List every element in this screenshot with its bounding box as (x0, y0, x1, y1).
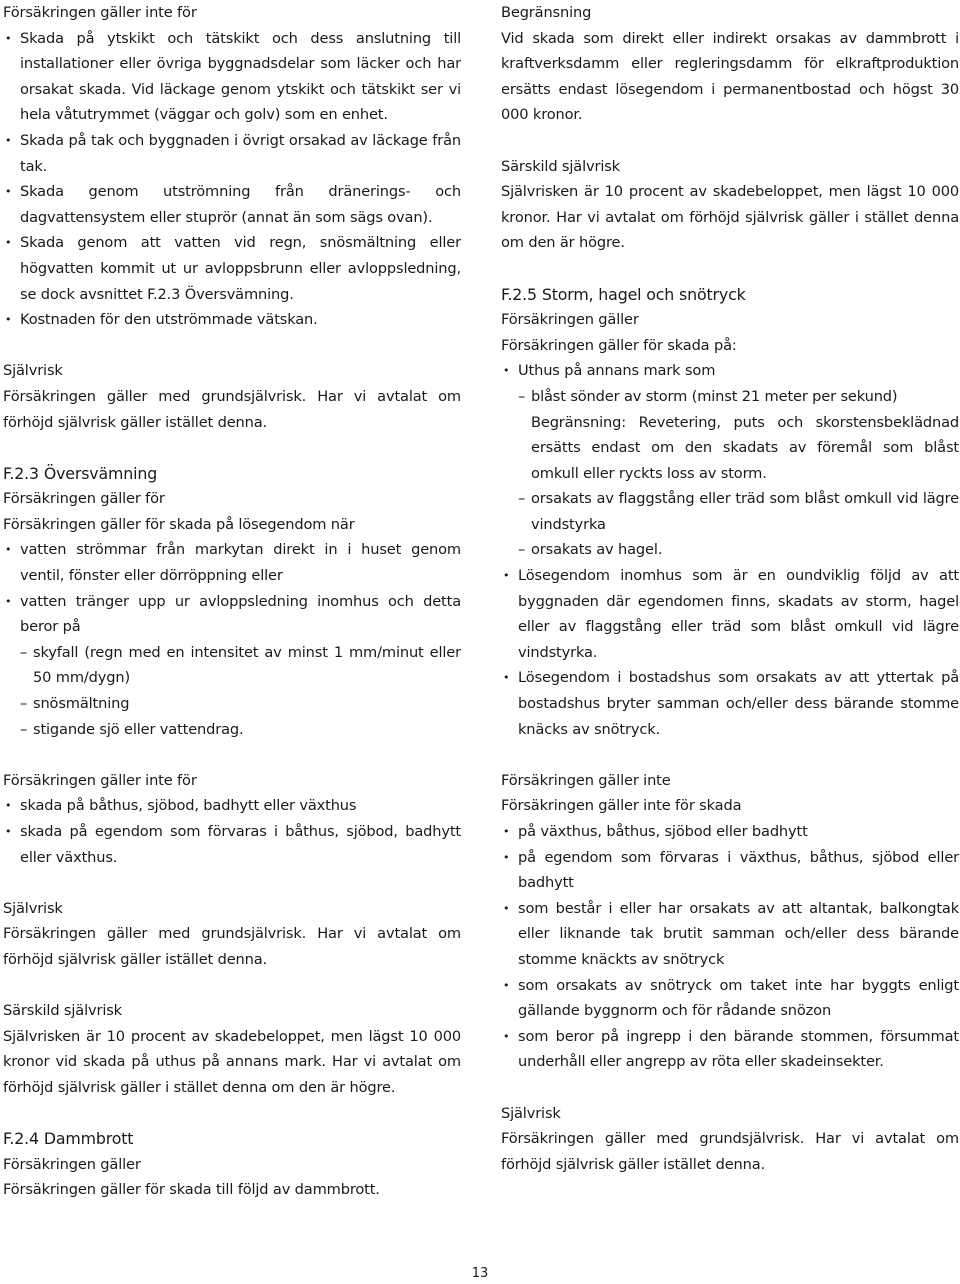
paragraph: Försäkringen gäller inte för skada (501, 797, 742, 815)
special-deductible-section (3, 998, 461, 1100)
deductible-section (3, 896, 461, 973)
section-label: Särskild självrisk (501, 157, 620, 175)
right-column (501, 0, 959, 1203)
page-number: 13 (471, 1266, 489, 1281)
paragraph: Försäkringen gäller med grundsjälvrisk. Har vi avtalat om förhöjd självrisk gäller istället denna. (3, 387, 461, 431)
section-label: Försäkringen gäller inte (501, 771, 671, 789)
exclusions-list (3, 26, 461, 333)
list-item: • Lösegendom inomhus som är en oundviklig följd av att byggnaden där egendomen finns, skadats av storm, hagel eller av flaggstång eller träd som blåst omkull vid lägre vindstyrka. (501, 563, 959, 665)
outbuilding-causes-list (501, 384, 959, 563)
list-item-text: Uthus på annans mark som (518, 362, 716, 380)
section-label: Försäkringen gäller inte för (3, 4, 197, 21)
section-label: Försäkringen gäller (501, 311, 639, 329)
list-item: • vatten strömmar från markytan direkt in i huset genom ventil, fönster eller dörröppning eller (3, 537, 461, 588)
limitation-note: Begränsning: Revetering, puts och skorstensbeklädnad ersätts endast om den skadats av föremål som blåst omkull eller ryckts loss av storm. (531, 413, 959, 482)
section-heading: F.2.5 Storm, hagel och snötryck (501, 284, 746, 304)
exclusions-section (3, 0, 461, 333)
paragraph: Självrisken är 10 procent av skadebeloppet, men lägst 10 000 kronor vid skada på uthus på annans mark. Har vi avtalat om förhöjd självrisk gäller i stället denna om den är högre. (3, 1027, 461, 1096)
list-item (501, 358, 959, 563)
section-label: Självrisk (501, 1104, 561, 1122)
list-item: – skyfall (regn med en intensitet av minst 1 mm/minut eller 50 mm/dygn) (3, 640, 461, 691)
storm-exclusions-section (501, 768, 959, 1075)
paragraph: Självrisken är 10 procent av skadebeloppet, men lägst 10 000 kronor. Har vi avtalat om förhöjd självrisk gäller i stället denna om den är högre. (501, 183, 959, 252)
list-item: – orsakats av hagel. (501, 537, 959, 563)
section-heading: F.2.3 Översvämning (3, 463, 158, 483)
section-label: Försäkringen gäller inte för (3, 771, 197, 789)
storm-exclusions-list (501, 819, 959, 1075)
section-label: Särskild självrisk (3, 1002, 122, 1020)
section-label: Självrisk (3, 362, 63, 380)
list-item: • som beror på ingrepp i den bärande stommen, försummat underhåll eller angrepp av röta eller skadeinsekter. (501, 1024, 959, 1075)
list-item: • Skada på tak och byggnaden i övrigt orsakad av läckage från tak. (3, 128, 461, 179)
flood-exclusions-list (3, 793, 461, 870)
deductible-section (3, 358, 461, 435)
section-heading: F.2.4 Dammbrott (3, 1129, 134, 1149)
section-label: Självrisk (3, 899, 63, 917)
paragraph: Försäkringen gäller för skada på: (501, 336, 737, 354)
list-item: – snösmältning (3, 691, 461, 717)
dam-failure-section (3, 1126, 461, 1203)
list-item: • på egendom som förvaras i växthus, båthus, sjöbod eller badhytt (501, 845, 959, 896)
section-label: Försäkringen gäller (3, 1155, 141, 1173)
list-item: • Skada genom utströmning från dränerings- och dagvattensystem eller stuprör (annat än som sägs ovan). (3, 179, 461, 230)
list-item: • på växthus, båthus, sjöbod eller badhytt (501, 819, 959, 845)
list-item-text: blåst sönder av storm (minst 21 meter per sekund) (531, 387, 898, 405)
section-label: Försäkringen gäller för (3, 490, 165, 508)
flood-section (3, 461, 461, 743)
list-item: • vatten tränger upp ur avloppsledning inomhus och detta beror på (3, 589, 461, 640)
paragraph: Försäkringen gäller med grundsjälvrisk. Har vi avtalat om förhöjd självrisk gäller istället denna. (501, 1130, 959, 1173)
list-item: • skada på egendom som förvaras i båthus, sjöbod, badhytt eller växthus. (3, 819, 461, 870)
paragraph: Försäkringen gäller för skada på lösegendom när (3, 515, 355, 533)
paragraph: Vid skada som direkt eller indirekt orsakas av dammbrott i kraftverksdamm eller regleringsdamm för elkraftproduktion ersätts endast lösegendom i permanentbostad och högst 30 000 kronor. (501, 29, 959, 124)
flood-list (3, 537, 461, 639)
list-item: • Skada på ytskikt och tätskikt och dess anslutning till installationer eller övriga byggnadsdelar som läcker och har orsakat skada. Vid läckage genom ytskikt och tätskikt ser vi hela våtutrymmet (väggar och golv) som en enhet. (3, 26, 461, 128)
deductible-section (501, 1101, 959, 1178)
paragraph: Försäkringen gäller för skada till följd av dammbrott. (3, 1181, 380, 1199)
list-item: • skada på båthus, sjöbod, badhytt eller växthus (3, 793, 461, 819)
section-label: Begränsning (501, 4, 592, 21)
left-column (3, 0, 461, 1229)
paragraph: Försäkringen gäller med grundsjälvrisk. Har vi avtalat om förhöjd självrisk gäller istället denna. (3, 925, 461, 968)
list-item: • som orsakats av snötryck om taket inte har byggts enligt gällande byggnorm och för rådande snözon (501, 973, 959, 1024)
list-item: • Lösegendom i bostadshus som orsakats av att yttertak på bostadshus bryter samman och/eller dess bärande stomme knäcks av snötryck. (501, 665, 959, 742)
list-item: – stigande sjö eller vattendrag. (3, 717, 461, 743)
list-item (501, 384, 959, 486)
list-item: • Skada genom att vatten vid regn, snösmältning eller högvatten kommit ut ur avloppsbrunn eller avloppsledning, se dock avsnittet F.2.3 Översvämning. (3, 230, 461, 307)
storm-list (501, 358, 959, 742)
storm-section (501, 282, 959, 743)
flood-causes-list (3, 640, 461, 742)
list-item: • som består i eller har orsakats av att altantak, balkongtak eller liknande tak brutit samman och/eller dess bärande stomme knäckts av snötryck (501, 896, 959, 973)
limitation-section (501, 0, 959, 128)
list-item: • Kostnaden för den utströmmade vätskan. (3, 307, 461, 333)
special-deductible-section (501, 154, 959, 256)
list-item: – orsakats av flaggstång eller träd som blåst omkull vid lägre vindstyrka (501, 486, 959, 537)
flood-exclusions-section (3, 768, 461, 870)
